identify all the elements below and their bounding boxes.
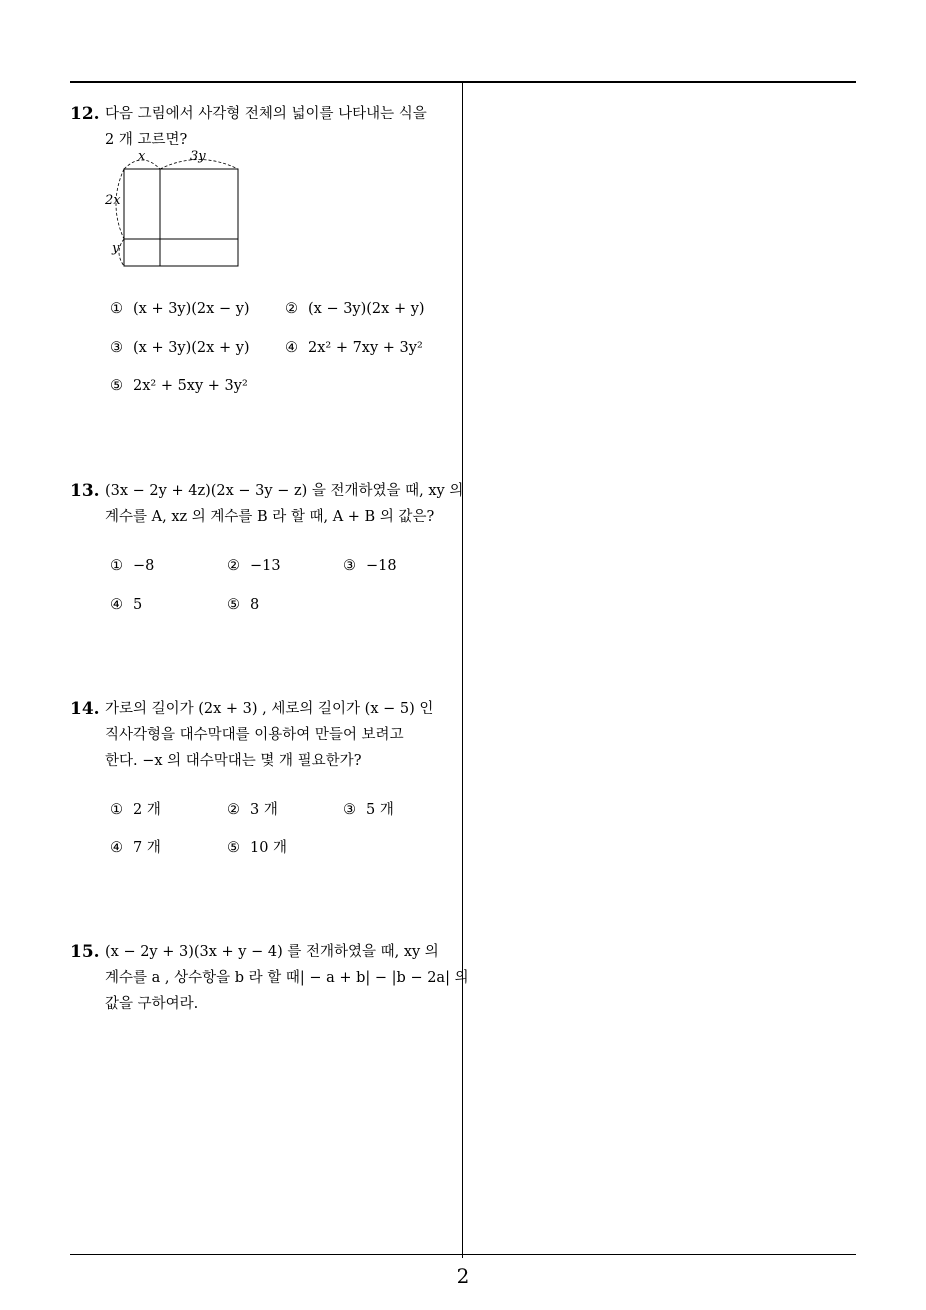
problem-text-line: (3x − 2y + 4z)(2x − 3y − z) 을 전개하였을 때, xy 의 bbox=[105, 483, 464, 499]
problem-number: 14. bbox=[70, 699, 100, 719]
bottom-rule bbox=[70, 1254, 856, 1255]
choice-5[interactable]: ⑤ 8 bbox=[227, 597, 260, 613]
label-top-right: 3y bbox=[190, 149, 206, 164]
choice-1[interactable]: ① (x + 3y)(2x − y) bbox=[110, 301, 250, 317]
choice-4[interactable]: ④ 2x² + 7xy + 3y² bbox=[285, 340, 423, 356]
problem-number: 12. bbox=[70, 104, 100, 124]
rectangle-area-figure bbox=[100, 148, 250, 273]
choice-2[interactable]: ② −13 bbox=[227, 558, 281, 574]
problem-number: 15. bbox=[70, 942, 100, 962]
choice-1[interactable]: ① 2 개 bbox=[110, 802, 161, 818]
rectangle-diagram bbox=[100, 148, 250, 273]
label-left-top: 2x bbox=[105, 193, 121, 208]
choice-4[interactable]: ④ 5 bbox=[110, 597, 143, 613]
problem-text-line: 계수를 a , 상수항을 b 라 할 때| − a + b| − |b − 2a| 의 bbox=[105, 970, 469, 986]
label-left-bottom: y bbox=[112, 241, 120, 256]
choice-5[interactable]: ⑤ 10 개 bbox=[227, 840, 288, 856]
page-number: 2 bbox=[456, 1264, 470, 1288]
choice-2[interactable]: ② (x − 3y)(2x + y) bbox=[285, 301, 425, 317]
problem-text-line: 2 개 고르면? bbox=[105, 132, 188, 148]
top-rule bbox=[70, 81, 856, 83]
choice-3[interactable]: ③ −18 bbox=[343, 558, 397, 574]
choice-5[interactable]: ⑤ 2x² + 5xy + 3y² bbox=[110, 378, 248, 394]
column-divider bbox=[462, 82, 463, 1258]
choice-3[interactable]: ③ (x + 3y)(2x + y) bbox=[110, 340, 250, 356]
problem-text-line: 가로의 길이가 (2x + 3) , 세로의 길이가 (x − 5) 인 bbox=[105, 701, 434, 717]
label-top-left: x bbox=[138, 149, 146, 164]
problem-text-line: 직사각형을 대수막대를 이용하여 만들어 보려고 bbox=[105, 727, 404, 743]
problem-text-line: 한다. −x 의 대수막대는 몇 개 필요한가? bbox=[105, 753, 362, 769]
problem-text-line: 계수를 A, xz 의 계수를 B 라 할 때, A + B 의 값은? bbox=[105, 509, 435, 525]
problem-text-line: 다음 그림에서 사각형 전체의 넓이를 나타내는 식을 bbox=[105, 106, 427, 122]
problem-text-line: 값을 구하여라. bbox=[105, 996, 199, 1012]
problem-text-line: (x − 2y + 3)(3x + y − 4) 를 전개하였을 때, xy 의 bbox=[105, 944, 439, 960]
choice-4[interactable]: ④ 7 개 bbox=[110, 840, 161, 856]
choice-1[interactable]: ① −8 bbox=[110, 558, 155, 574]
choice-2[interactable]: ② 3 개 bbox=[227, 802, 278, 818]
problem-number: 13. bbox=[70, 481, 100, 501]
choice-3[interactable]: ③ 5 개 bbox=[343, 802, 394, 818]
